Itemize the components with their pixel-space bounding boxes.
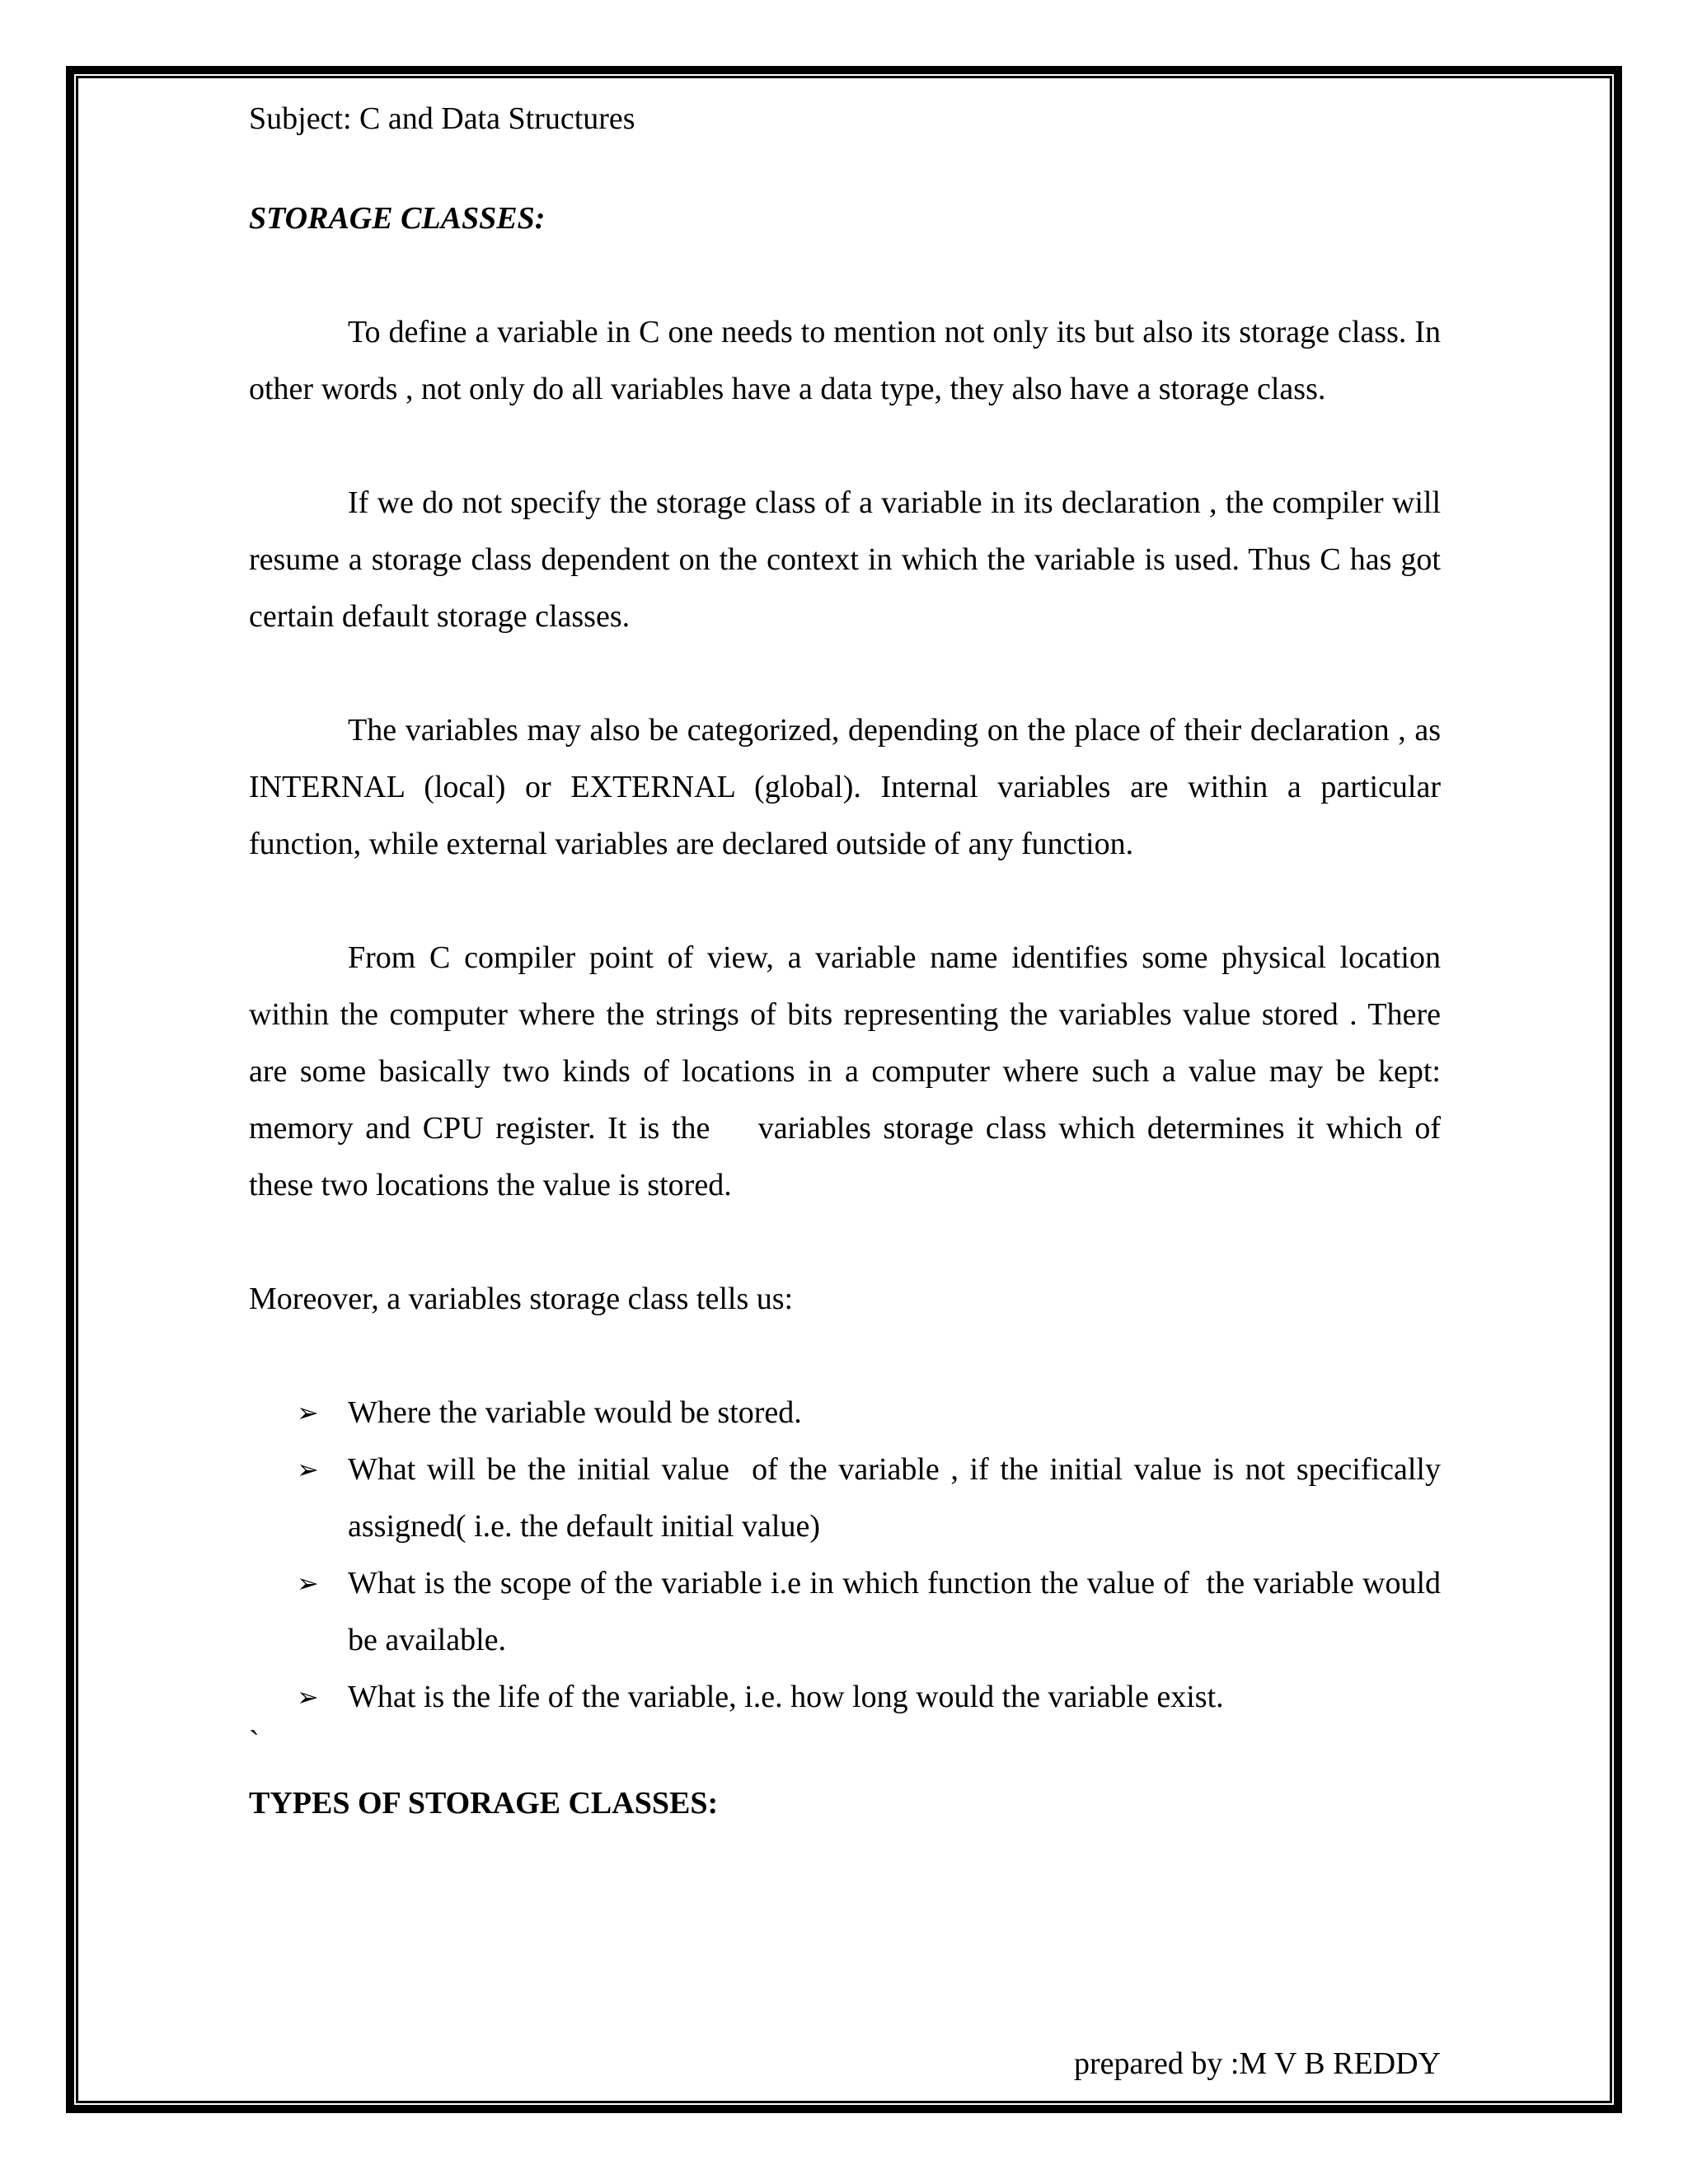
- list-item: [249, 1669, 1441, 1726]
- bullet-list: [249, 1385, 1449, 1726]
- list-item-text: What is the life of the variable, i.e. how long would the variable exist.: [348, 1680, 1224, 1714]
- intro-line: Moreover, a variables storage class tells us:: [249, 1282, 794, 1316]
- list-item-text: What is the scope of the variable i.e in which function the value of the variable would be available.: [348, 1566, 1449, 1657]
- list-item: [249, 1555, 1449, 1669]
- paragraph-1: To define a variable in C one needs to mention not only its but also its storage class. In other words , not only do all variables have a data type, they also have a storage class.: [249, 315, 1441, 406]
- paragraph-3: The variables may also be categorized, depending on the place of their declaration , as INTERNAL (local) or EXTERNAL (global). Internal variables are within a particular function, while external variables are declared outside of any function.: [249, 713, 1441, 861]
- paragraph-2: If we do not specify the storage class of a variable in its declaration , the compiler will resume a storage class dependent on the context in which the variable is used. Thus C has got certain default storage classes.: [249, 485, 1441, 634]
- section-heading-storage-classes: STORAGE CLASSES:: [249, 201, 546, 236]
- arrow-bullet-icon: ➢: [297, 1454, 319, 1485]
- footer-author: prepared by :M V B REDDY: [1073, 2046, 1441, 2081]
- arrow-bullet-icon: ➢: [297, 1397, 319, 1428]
- list-item: [249, 1385, 1441, 1441]
- page-content: [249, 91, 1449, 1832]
- arrow-bullet-icon: ➢: [297, 1681, 319, 1713]
- list-item-text: Where the variable would be stored.: [348, 1395, 802, 1430]
- list-item-text: What will be the initial value of the variable , if the initial value is not specifically assigned( i.e. the default initial value): [348, 1452, 1449, 1544]
- list-item: [249, 1441, 1449, 1555]
- stray-mark: `: [249, 1725, 260, 1760]
- section-heading-types: TYPES OF STORAGE CLASSES:: [249, 1786, 719, 1821]
- subject-line: Subject: C and Data Structures: [249, 101, 635, 136]
- arrow-bullet-icon: ➢: [297, 1568, 319, 1599]
- paragraph-4: From C compiler point of view, a variable name identifies some physical location within the computer where the strings of bits representing the variables value stored . There are some basically two kinds of locations in a computer where such a value may be kept: memory and CPU register. It is the variables storage class which determines it which of these two locations the value is stored.: [249, 940, 1449, 1202]
